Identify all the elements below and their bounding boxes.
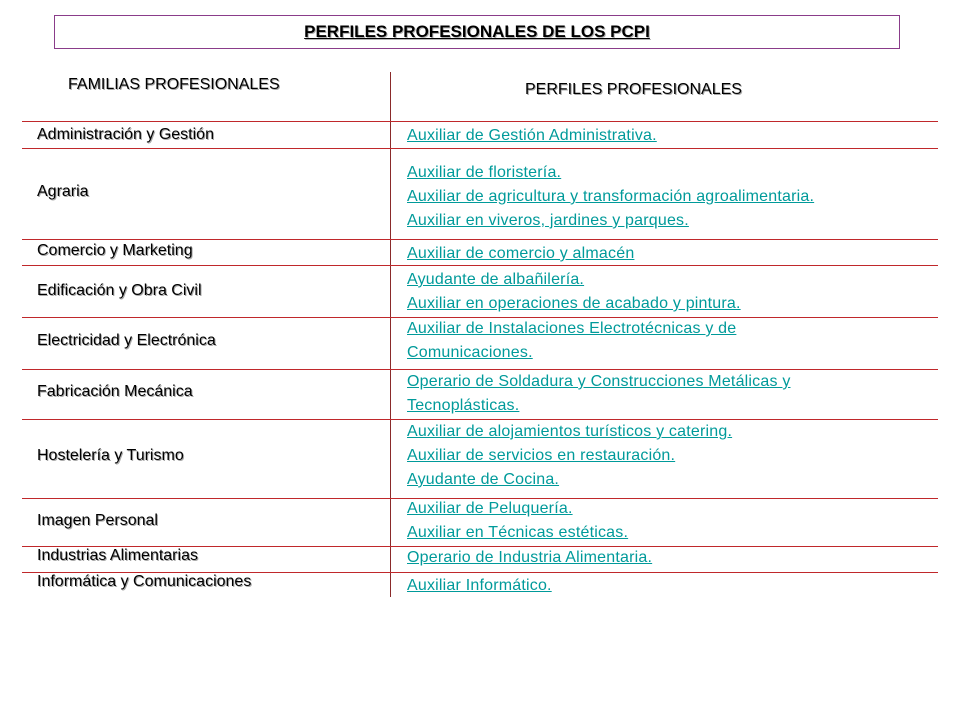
row-separator bbox=[22, 121, 938, 122]
profile-list bbox=[407, 574, 937, 598]
profile-list bbox=[407, 268, 937, 316]
family-label: Industrias Alimentarias bbox=[37, 547, 198, 564]
profiles-column-header: PERFILES PROFESIONALES bbox=[525, 81, 742, 98]
profile-link[interactable]: Auxiliar de Peluquería. bbox=[407, 500, 573, 517]
row-separator bbox=[22, 148, 938, 149]
page-title: PERFILES PROFESIONALES DE LOS PCPI bbox=[304, 22, 650, 41]
family-label: Hostelería y Turismo bbox=[37, 447, 184, 464]
profile-link[interactable]: Operario de Industria Alimentaria. bbox=[407, 549, 653, 566]
family-label: Comercio y Marketing bbox=[37, 242, 193, 259]
profile-link[interactable]: Auxiliar en Técnicas estéticas. bbox=[407, 524, 629, 541]
title-box bbox=[54, 15, 900, 49]
family-label: Fabricación Mecánica bbox=[37, 383, 193, 400]
family-label: Agraria bbox=[37, 183, 89, 200]
row-separator bbox=[22, 239, 938, 240]
profile-link[interactable]: Operario de Soldadura y Construcciones Metálicas y bbox=[407, 373, 791, 390]
profile-list bbox=[407, 497, 937, 545]
profile-link[interactable]: Comunicaciones. bbox=[407, 344, 533, 361]
families-column-header: FAMILIAS PROFESIONALES bbox=[68, 76, 280, 93]
profile-link[interactable]: Ayudante de Cocina. bbox=[407, 471, 560, 488]
profile-link[interactable]: Auxiliar de servicios en restauración. bbox=[407, 447, 676, 464]
profile-list bbox=[407, 242, 937, 266]
profile-list bbox=[407, 124, 937, 148]
profile-link[interactable]: Auxiliar Informático. bbox=[407, 577, 552, 594]
profile-list bbox=[407, 370, 937, 418]
profile-link[interactable]: Auxiliar de Instalaciones Electrotécnicas y de bbox=[407, 320, 737, 337]
family-label: Edificación y Obra Civil bbox=[37, 282, 202, 299]
profile-link[interactable]: Auxiliar de Gestión Administrativa. bbox=[407, 127, 657, 144]
profile-link[interactable]: Auxiliar en operaciones de acabado y pintura. bbox=[407, 295, 741, 312]
column-divider bbox=[390, 72, 391, 597]
profile-link[interactable]: Auxiliar de comercio y almacén bbox=[407, 245, 635, 262]
profile-link[interactable]: Auxiliar en viveros, jardines y parques. bbox=[407, 212, 689, 229]
family-label: Administración y Gestión bbox=[37, 126, 214, 143]
profile-list bbox=[407, 420, 937, 492]
profile-list bbox=[407, 317, 937, 365]
profile-link[interactable]: Tecnoplásticas. bbox=[407, 397, 520, 414]
family-label: Informática y Comunicaciones bbox=[37, 573, 252, 590]
profile-link[interactable]: Auxiliar de agricultura y transformación agroalimentaria. bbox=[407, 188, 815, 205]
profile-list bbox=[407, 546, 937, 570]
family-label: Electricidad y Electrónica bbox=[37, 332, 216, 349]
profile-list bbox=[407, 161, 937, 233]
profile-link[interactable]: Ayudante de albañilería. bbox=[407, 271, 585, 288]
profile-link[interactable]: Auxiliar de floristería. bbox=[407, 164, 562, 181]
family-label: Imagen Personal bbox=[37, 512, 158, 529]
profile-link[interactable]: Auxiliar de alojamientos turísticos y catering. bbox=[407, 423, 733, 440]
